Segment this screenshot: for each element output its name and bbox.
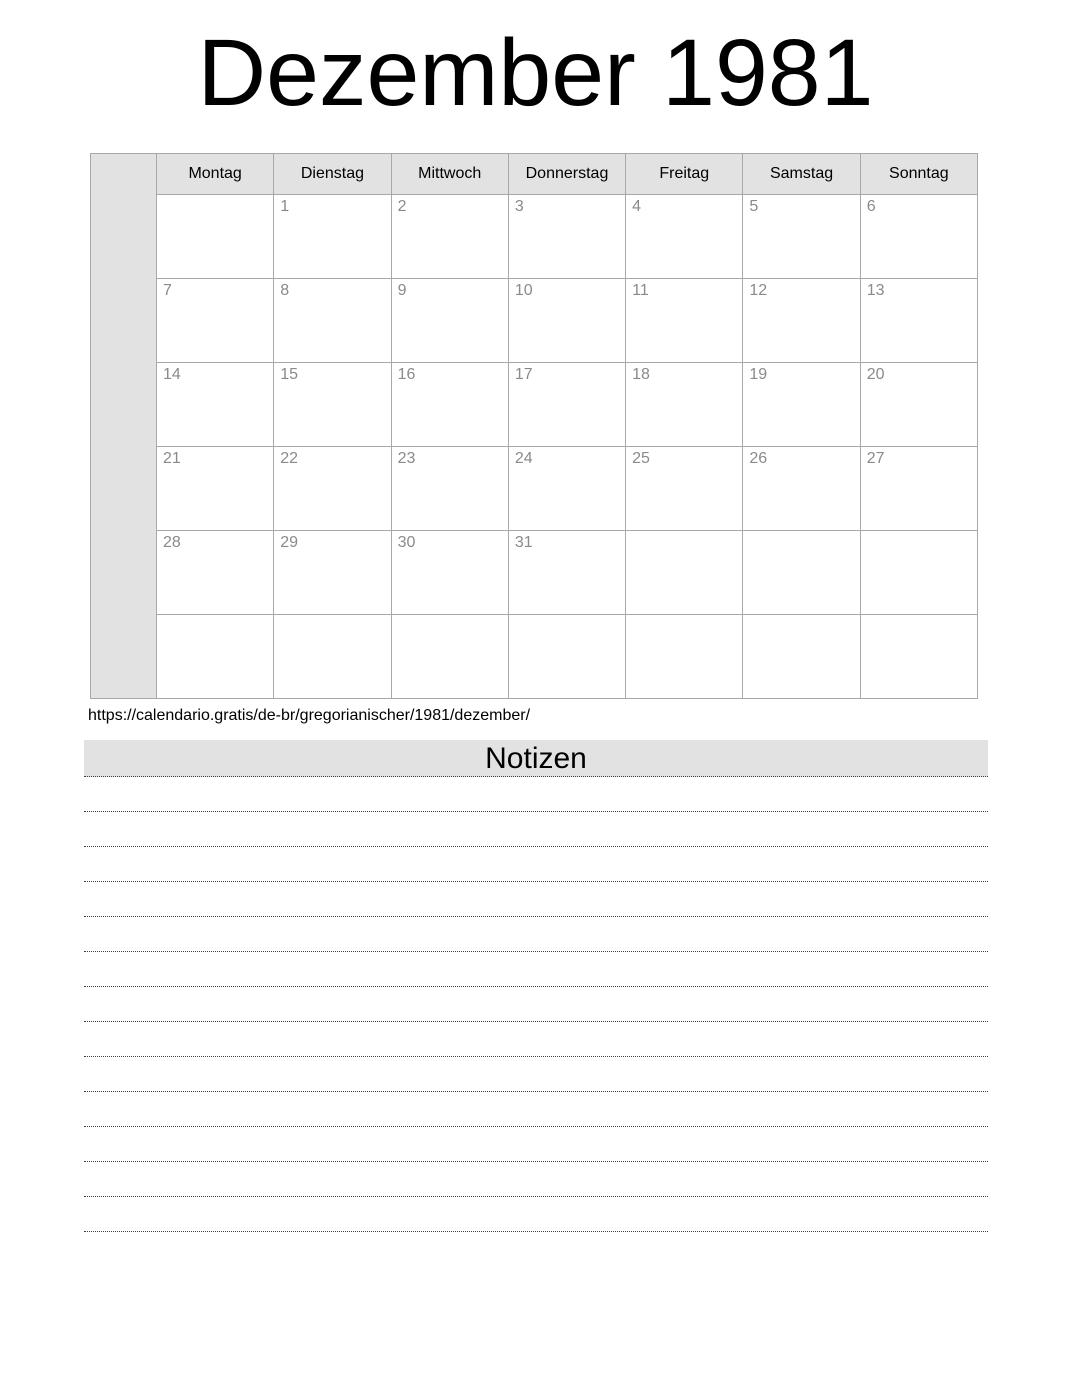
day-cell xyxy=(743,531,860,615)
week-row xyxy=(91,447,978,531)
day-cell xyxy=(860,615,977,699)
day-cell: 15 xyxy=(274,363,391,447)
day-cell xyxy=(626,615,743,699)
page-title: Dezember 1981 xyxy=(197,20,874,126)
week-row xyxy=(91,195,978,279)
day-cell: 22 xyxy=(274,447,391,531)
day-cell: 23 xyxy=(391,447,508,531)
day-cell: 19 xyxy=(743,363,860,447)
day-cell: 6 xyxy=(860,195,977,279)
weekday-header-row xyxy=(91,154,978,195)
notes-section xyxy=(84,740,988,1232)
week-row xyxy=(91,363,978,447)
day-cell: 12 xyxy=(743,279,860,363)
day-cell: 17 xyxy=(508,363,625,447)
day-cell: 16 xyxy=(391,363,508,447)
day-cell: 28 xyxy=(157,531,274,615)
weekday-header: Freitag xyxy=(626,154,743,195)
weekday-header: Samstag xyxy=(743,154,860,195)
day-cell: 25 xyxy=(626,447,743,531)
weekday-header: Dienstag xyxy=(274,154,391,195)
weekday-header: Donnerstag xyxy=(508,154,625,195)
note-line xyxy=(84,987,988,1022)
note-line xyxy=(84,1057,988,1092)
calendar-left-gutter xyxy=(91,154,157,699)
weekday-header: Sonntag xyxy=(860,154,977,195)
day-cell: 20 xyxy=(860,363,977,447)
day-cell xyxy=(626,531,743,615)
day-cell: 30 xyxy=(391,531,508,615)
day-cell: 21 xyxy=(157,447,274,531)
day-cell: 29 xyxy=(274,531,391,615)
day-cell: 10 xyxy=(508,279,625,363)
day-cell: 31 xyxy=(508,531,625,615)
day-cell: 9 xyxy=(391,279,508,363)
source-url: https://calendario.gratis/de-br/gregorianischer/1981/dezember/ xyxy=(88,707,531,725)
day-cell: 11 xyxy=(626,279,743,363)
note-line xyxy=(84,917,988,952)
calendar-table xyxy=(90,153,978,699)
day-cell xyxy=(508,615,625,699)
note-line xyxy=(84,1092,988,1127)
note-line xyxy=(84,1197,988,1232)
day-cell: 24 xyxy=(508,447,625,531)
note-line xyxy=(84,812,988,847)
day-cell xyxy=(860,531,977,615)
day-cell: 18 xyxy=(626,363,743,447)
notes-header xyxy=(84,740,988,777)
weekday-header: Mittwoch xyxy=(391,154,508,195)
day-cell: 4 xyxy=(626,195,743,279)
week-row xyxy=(91,279,978,363)
note-line xyxy=(84,1162,988,1197)
day-cell: 7 xyxy=(157,279,274,363)
week-row xyxy=(91,531,978,615)
note-line xyxy=(84,882,988,917)
note-lines xyxy=(84,777,988,1232)
week-row xyxy=(91,615,978,699)
day-cell: 27 xyxy=(860,447,977,531)
day-cell: 8 xyxy=(274,279,391,363)
day-cell xyxy=(743,615,860,699)
note-line xyxy=(84,952,988,987)
weekday-header: Montag xyxy=(157,154,274,195)
day-cell xyxy=(274,615,391,699)
note-line xyxy=(84,1127,988,1162)
day-cell xyxy=(391,615,508,699)
note-line xyxy=(84,777,988,812)
note-line xyxy=(84,847,988,882)
day-cell: 26 xyxy=(743,447,860,531)
day-cell: 2 xyxy=(391,195,508,279)
day-cell: 14 xyxy=(157,363,274,447)
day-cell xyxy=(157,615,274,699)
day-cell: 13 xyxy=(860,279,977,363)
day-cell xyxy=(157,195,274,279)
notes-title: Notizen xyxy=(485,742,587,776)
note-line xyxy=(84,1022,988,1057)
day-cell: 3 xyxy=(508,195,625,279)
day-cell: 1 xyxy=(274,195,391,279)
day-cell: 5 xyxy=(743,195,860,279)
